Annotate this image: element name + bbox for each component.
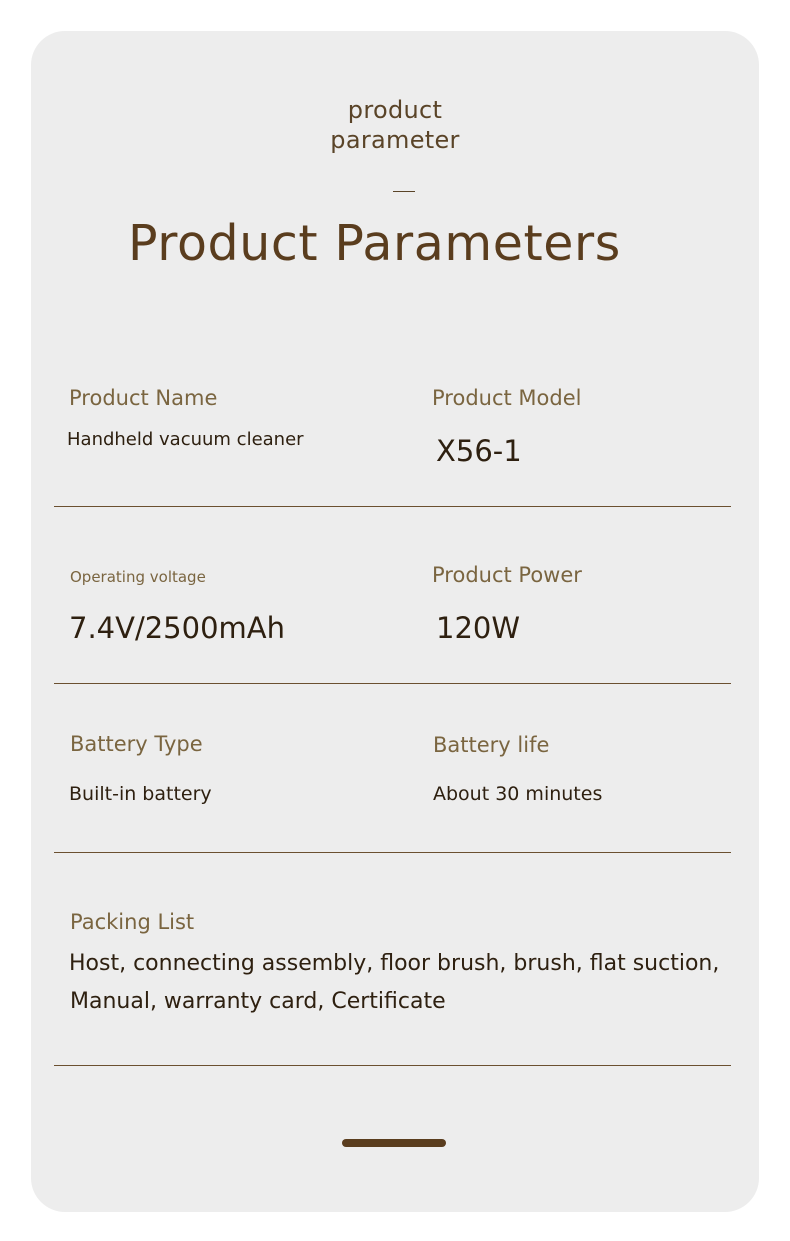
product-power-label: Product Power <box>432 563 582 587</box>
product-power-value: 120W <box>436 611 521 645</box>
row-divider <box>54 1065 731 1066</box>
battery-life-value: About 30 minutes <box>433 783 603 805</box>
packing-list-line-2: Manual, warranty card, Certificate <box>70 989 446 1014</box>
battery-type-value: Built-in battery <box>69 783 212 805</box>
operating-voltage-value: 7.4V/2500mAh <box>69 611 285 645</box>
subtitle-line-1: product <box>347 96 443 124</box>
page-title: Product Parameters <box>128 215 621 272</box>
operating-voltage-label: Operating voltage <box>70 568 206 586</box>
product-name-label: Product Name <box>69 386 218 410</box>
product-model-label: Product Model <box>432 386 582 410</box>
battery-life-label: Battery life <box>433 733 550 757</box>
battery-type-label: Battery Type <box>70 732 203 756</box>
subtitle-line-2: parameter <box>330 126 460 154</box>
section-subtitle <box>31 95 759 155</box>
product-parameters-card <box>31 31 759 1212</box>
row-divider <box>54 683 731 684</box>
title-dash-divider <box>393 191 415 192</box>
row-divider <box>54 852 731 853</box>
packing-list-line-1: Host, connecting assembly, floor brush, brush, flat suction, <box>69 951 720 976</box>
product-name-value: Handheld vacuum cleaner <box>67 429 304 450</box>
packing-list-label: Packing List <box>70 910 195 934</box>
bottom-accent-bar <box>342 1139 446 1147</box>
row-divider <box>54 506 731 507</box>
product-model-value: X56-1 <box>436 434 522 468</box>
